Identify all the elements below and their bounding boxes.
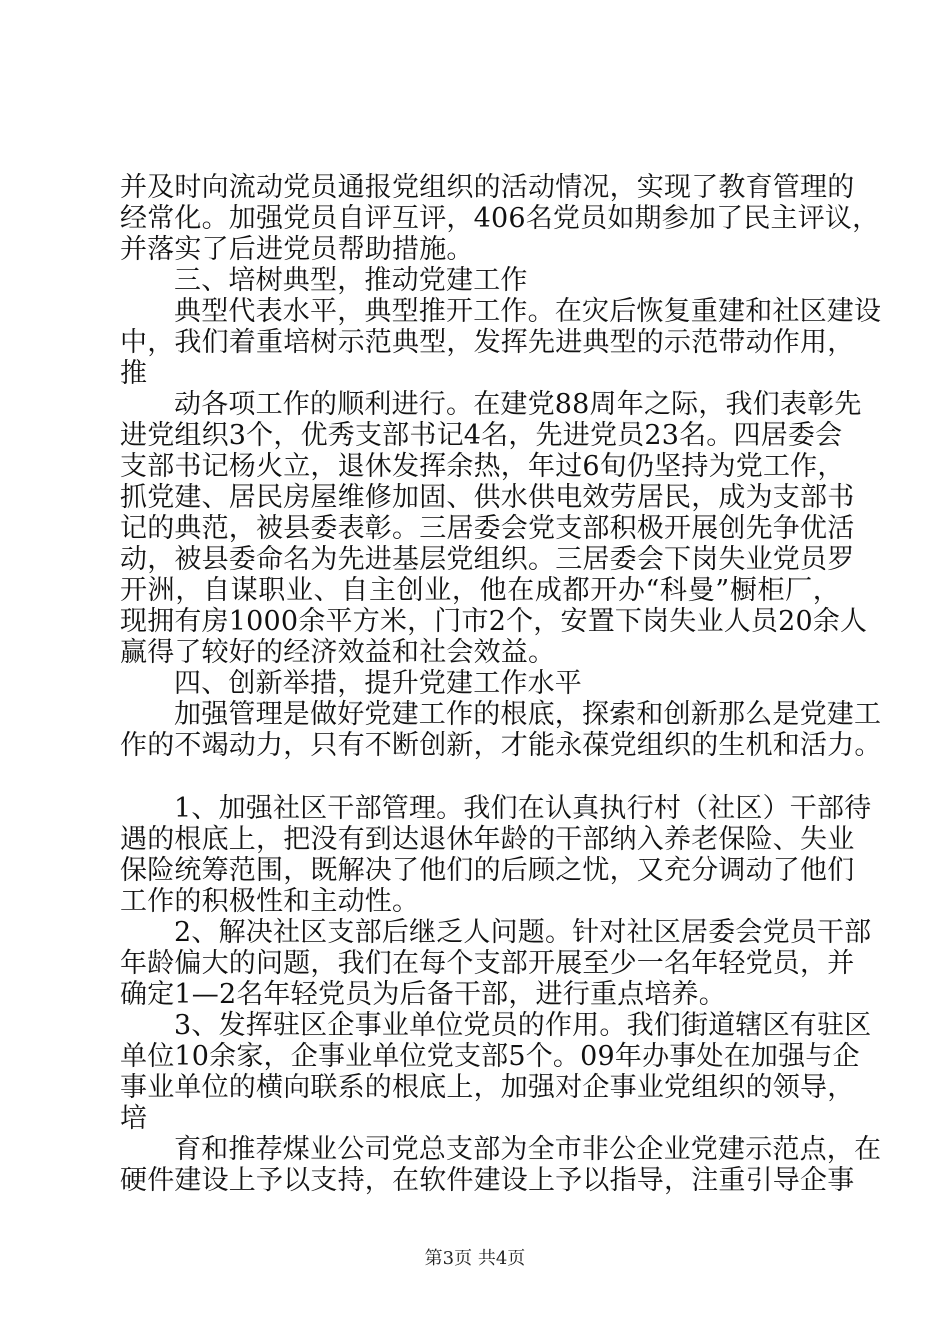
document-body <box>120 172 882 1196</box>
text-line: 进党组织3个，优秀支部书记4名，先进党员23名。四居委会 <box>120 420 843 451</box>
section-heading: 四、创新举措，提升党建工作水平 <box>174 668 582 699</box>
text-line: 经常化。加强党员自评互评，406名党员如期参加了民主评议， <box>120 203 880 234</box>
text-line: 育和推荐煤业公司党总支部为全市非公企业党建示范点，在 <box>174 1134 882 1165</box>
section-heading: 三、培树典型，推动党建工作 <box>174 265 528 296</box>
text-line: 支部书记杨火立，退休发挥余热，年过6旬仍坚持为党工作， <box>120 451 845 482</box>
text-line: 单位10余家，企事业单位党支部5个。09年办事处在加强与企 <box>120 1041 860 1072</box>
text-line: 年龄偏大的问题，我们在每个支部开展至少一名年轻党员，并 <box>120 948 855 979</box>
text-line: 抓党建、居民房屋维修加固、供水供电效劳居民，成为支部书 <box>120 482 855 513</box>
page-footer <box>0 1244 950 1270</box>
text-line: 1、加强社区干部管理。我们在认真执行村（社区）干部待 <box>174 793 872 824</box>
text-line: 硬件建设上予以支持，在软件建设上予以指导，注重引导企事 <box>120 1165 855 1196</box>
text-line: 遇的根底上，把没有到达退休年龄的干部纳入养老保险、失业 <box>120 824 855 855</box>
text-line: 加强管理是做好党建工作的根底，探索和创新那么是党建工 <box>174 699 882 730</box>
text-line: 确定1—2名年轻党员为后备干部，进行重点培养。 <box>120 979 726 1010</box>
text-line: 动，被县委命名为先进基层党组织。三居委会下岗失业党员罗 <box>120 544 855 575</box>
text-line: 事业单位的横向联系的根底上，加强对企事业党组织的领导， <box>120 1072 855 1103</box>
text-line: 中，我们着重培树示范典型，发挥先进典型的示范带动作用， <box>120 327 855 358</box>
text-line: 并及时向流动党员通报党组织的活动情况，实现了教育管理的 <box>120 172 855 203</box>
paragraph-gap <box>120 761 840 793</box>
text-line: 工作的积极性和主动性。 <box>120 886 420 917</box>
text-line: 作的不竭动力，只有不断创新，才能永葆党组织的生机和活力。 <box>120 730 882 761</box>
text-line: 并落实了后进党员帮助措施。 <box>120 234 474 265</box>
text-line: 培 <box>120 1103 148 1134</box>
text-line: 2、解决社区支部后继乏人问题。针对社区居委会党员干部 <box>174 917 872 948</box>
text-line: 赢得了较好的经济效益和社会效益。 <box>120 637 556 668</box>
text-line: 3、发挥驻区企事业单位党员的作用。我们街道辖区有驻区 <box>174 1010 872 1041</box>
page-number-label: 第3页 共4页 <box>424 1248 526 1269</box>
text-line: 动各项工作的顺利进行。在建党88周年之际，我们表彰先 <box>174 389 862 420</box>
text-line: 现拥有房1000余平方米，门市2个，安置下岗失业人员20余人 <box>120 606 868 637</box>
text-line: 典型代表水平，典型推开工作。在灾后恢复重建和社区建设 <box>174 296 882 327</box>
text-line: 记的典范，被县委表彰。三居委会党支部积极开展创先争优活 <box>120 513 855 544</box>
text-line: 推 <box>120 358 148 389</box>
text-line: 开洲，自谋职业、自主创业，他在成都开办“科曼”橱柜厂， <box>120 575 840 606</box>
text-line: 保险统筹范围，既解决了他们的后顾之忧，又充分调动了他们 <box>120 855 855 886</box>
